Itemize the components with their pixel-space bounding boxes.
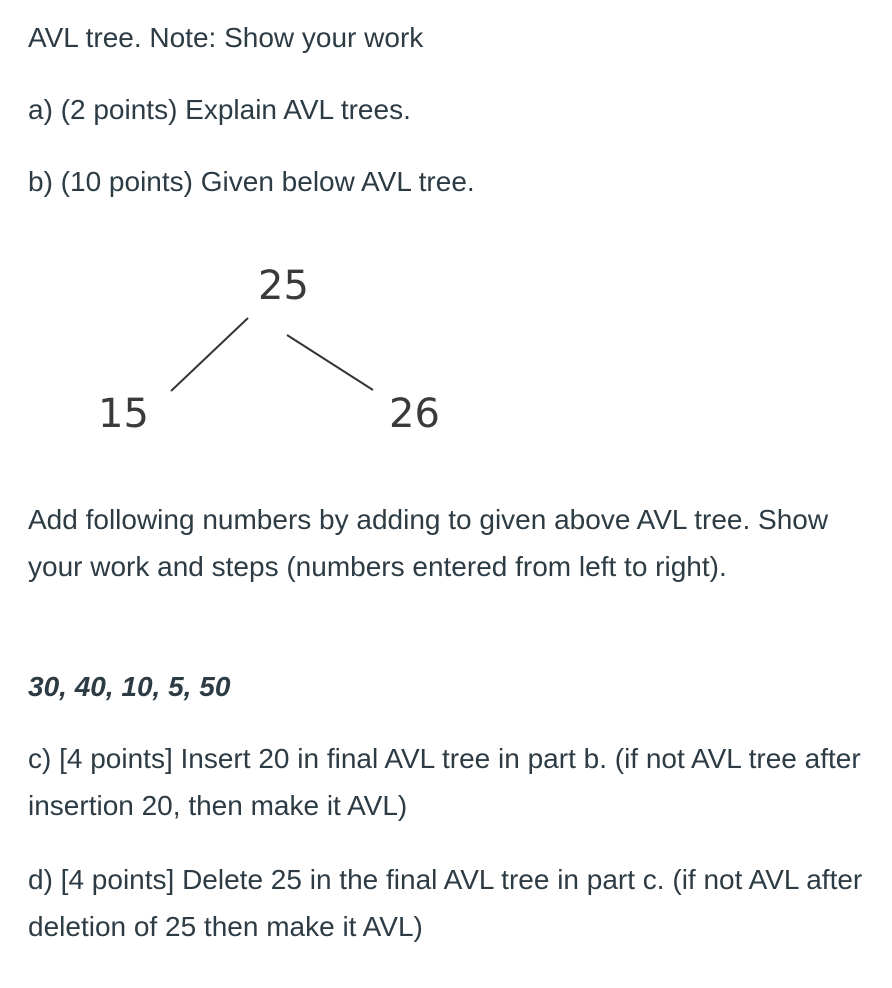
title: AVL tree. Note: Show your work <box>28 22 424 53</box>
tree-node-root: 25 <box>258 263 309 309</box>
part-a-question: a) (2 points) Explain AVL trees. <box>28 94 411 125</box>
tree-node-left: 15 <box>98 391 149 437</box>
part-b-question: b) (10 points) Given below AVL tree. <box>28 166 475 197</box>
part-c-question: c) [4 points] Insert 20 in final AVL tree in part b. (if not AVL tree after insertion 20, then make it AVL) <box>28 743 861 821</box>
part-d-question: d) [4 points] Delete 25 in the final AVL tree in part c. (if not AVL after deletion of 25 then make it AVL) <box>28 864 863 942</box>
numbers-to-insert: 30, 40, 10, 5, 50 <box>28 671 231 702</box>
tree-edge-left <box>171 318 248 391</box>
add-numbers-instructions: Add following numbers by adding to given above AVL tree. Show your work and steps (numbers entered from left to right). <box>28 504 829 582</box>
tree-edge-right <box>287 335 373 390</box>
tree-node-right: 26 <box>389 391 440 437</box>
